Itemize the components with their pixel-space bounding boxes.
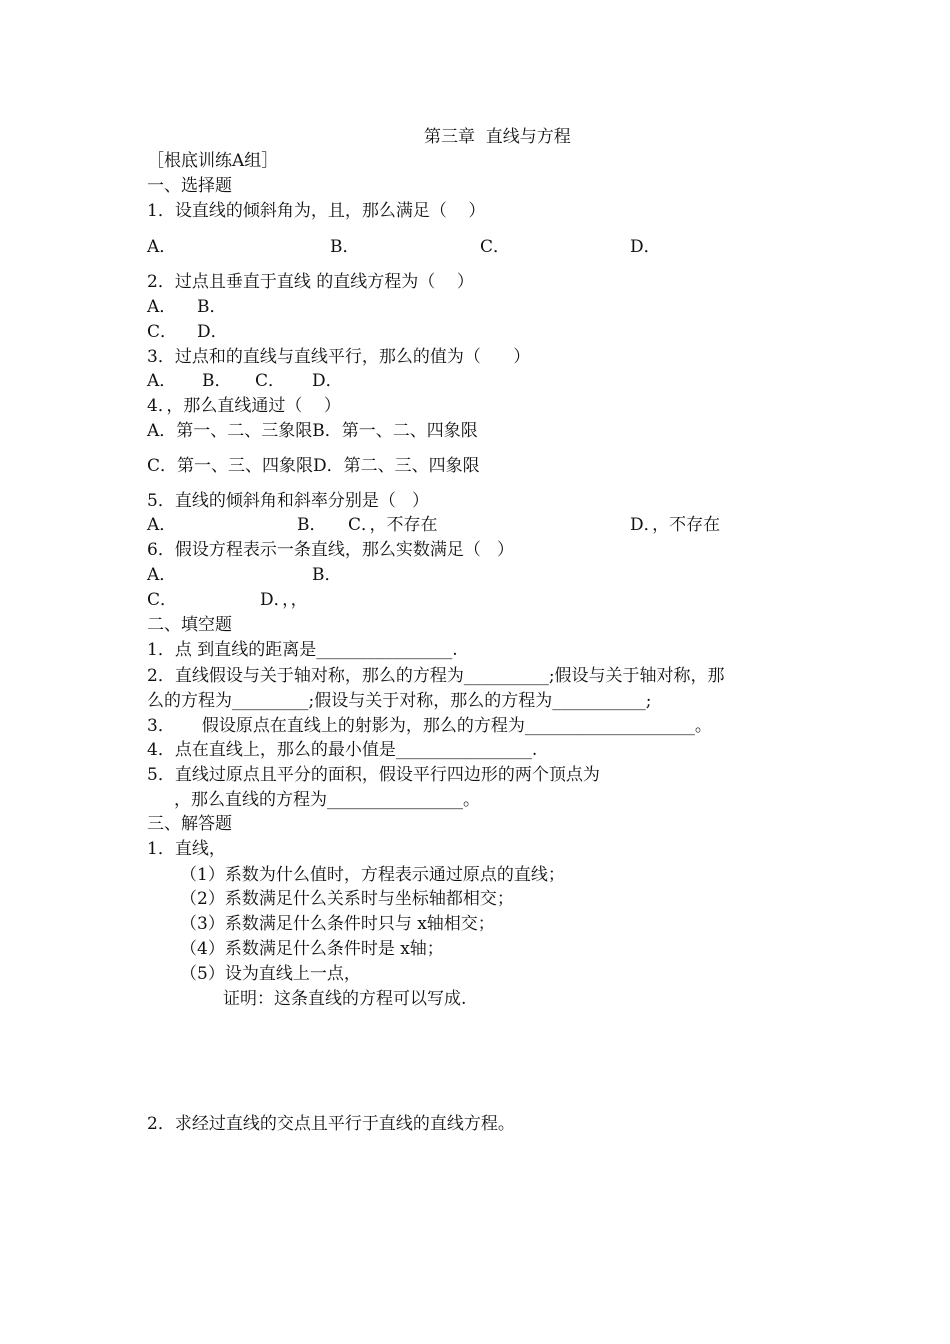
option: D． <box>312 371 343 391</box>
option: A． <box>147 371 177 391</box>
option: B． <box>312 565 342 585</box>
option: A． <box>147 565 177 585</box>
fill-question: 5．直线过原点且平分的面积，假设平行四边形的两个顶点为 <box>147 765 600 785</box>
question: 2．过点且垂直于直线 的直线方程为（ ） <box>147 272 474 292</box>
option: A． <box>147 237 177 257</box>
sub-question: （1）系数为什么值时，方程表示通过原点的直线； <box>180 865 565 885</box>
option: D． <box>197 322 228 342</box>
option: A．第一、二、三象限B．第一、二、四象限 <box>147 421 478 441</box>
sub-question: （4）系数满足什么条件时是 x轴； <box>180 939 444 959</box>
option: D．，不存在 <box>630 515 721 535</box>
sub-question: （3）系数满足什么条件时只与 x轴相交； <box>180 914 495 934</box>
fill-question: 4．点在直线上，那么的最小值是________________. <box>147 740 538 760</box>
fill-question: ，那么直线的方程为________________。 <box>174 790 480 810</box>
answer-question: 2．求经过直线的交点且平行于直线的直线方程。 <box>147 1114 515 1134</box>
question: 1．设直线的倾斜角为，且，那么满足（ ） <box>147 201 486 221</box>
proof-text: 证明：这条直线的方程可以写成. <box>223 989 467 1009</box>
option: D．，， <box>260 590 308 610</box>
fill-question: 1．点 到直线的距离是________________. <box>147 640 458 660</box>
section-heading: 三、解答题 <box>147 814 232 834</box>
group-heading: ［根底训练A组］ <box>147 151 279 171</box>
option: D． <box>630 237 661 257</box>
option: B． <box>202 371 232 391</box>
option: A． <box>147 297 177 317</box>
page-title: 第三章 直线与方程 <box>424 127 571 147</box>
fill-question: 2．直线假设与关于轴对称，那么的方程为__________;假设与关于轴对称，那 <box>147 666 725 686</box>
question: 4．，那么直线通过（ ） <box>147 396 341 416</box>
question: 6．假设方程表示一条直线，那么实数满足（ ） <box>147 540 515 560</box>
option: C．，不存在 <box>348 515 438 535</box>
option: C． <box>147 590 178 610</box>
option: C． <box>255 371 286 391</box>
option: B． <box>197 297 227 317</box>
sub-question: （5）设为直线上一点， <box>180 964 361 984</box>
answer-question: 1．直线， <box>147 839 226 859</box>
question: 3．过点和的直线与直线平行，那么的值为（ ） <box>147 347 531 367</box>
fill-question: 么的方程为_________;假设与关于对称，那么的方程为___________; <box>147 691 652 711</box>
fill-question: 3． 假设原点在直线上的射影为，那么的方程为____________________。 <box>147 716 712 736</box>
sub-question: （2）系数满足什么关系时与坐标轴都相交； <box>180 889 514 909</box>
section-heading: 二、填空题 <box>147 615 232 635</box>
option: C． <box>147 322 178 342</box>
option: B． <box>297 515 327 535</box>
option: C．第一、三、四象限D．第二、三、四象限 <box>147 456 480 476</box>
option: C． <box>480 237 511 257</box>
question: 5．直线的倾斜角和斜率分别是（ ） <box>147 491 430 511</box>
option: B． <box>330 237 360 257</box>
section-heading: 一、选择题 <box>147 176 232 196</box>
option: A． <box>147 515 177 535</box>
